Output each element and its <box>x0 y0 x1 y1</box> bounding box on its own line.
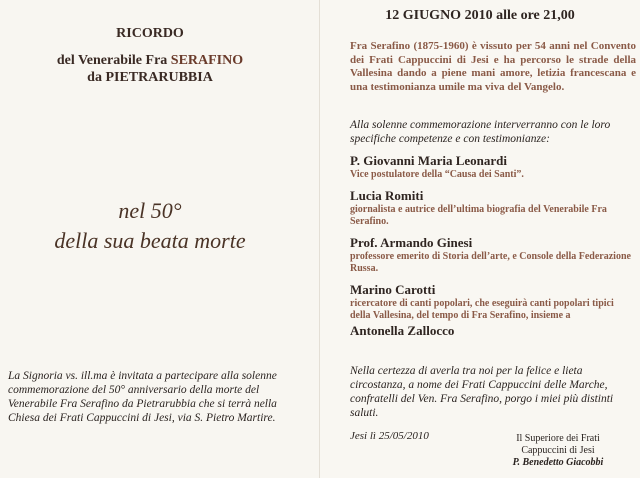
signature-name: P. Benedetto Giacobbi <box>512 457 604 468</box>
speaker-role: Vice postulatore della “Causa dei Santi”. <box>350 169 524 180</box>
speaker-item <box>350 188 636 228</box>
intro-paragraph: Fra Serafino (1875-1960) è vissuto per 54 anni nel Convento dei Frati Cappuccini di Jesi e ha percorso le strade della Vallesina dando a piene mani amore, letizia francescana e una testimonianza umile ma viva del Vangelo. <box>350 40 636 93</box>
speaker-item <box>350 153 636 181</box>
speaker-role: giornalista e autrice dell’ultima biografia del Venerabile Fra Serafino. <box>350 204 607 227</box>
venerabile-prefix: del Venerabile Fra <box>56 53 171 68</box>
venerabile-title <box>0 52 300 86</box>
origin-place: PIETRARUBBIA <box>105 70 213 85</box>
anniversary-title <box>0 196 300 256</box>
speaker-role: ricercatore di canti popolari, che eseguirà canti popolari tipici della Vallesina, del tempo di Fra Serafino, insieme a <box>350 298 614 321</box>
venerabile-line-2 <box>0 69 300 86</box>
heading-ricordo: RICORDO <box>116 26 184 41</box>
right-page <box>320 0 640 478</box>
venerabile-line-1 <box>0 52 300 69</box>
speaker-name: Marino Carotti <box>350 282 436 297</box>
speakers-lead: Alla solenne commemorazione interverranno con le loro specifiche competenze e con testimonianze: <box>350 119 611 145</box>
speaker-name: P. Giovanni Maria Leonardi <box>350 153 507 168</box>
speaker-item <box>350 235 636 275</box>
speaker-name: Prof. Armando Ginesi <box>350 235 473 250</box>
venerabile-name: SERAFINO <box>170 53 244 68</box>
place-date: Jesi lì 25/05/2010 <box>350 430 429 442</box>
speaker-role: professore emerito di Storia dell’arte, e Console della Federazione Russa. <box>350 251 631 274</box>
speakers-list <box>350 153 636 346</box>
anniversary-line-2: della sua beata morte <box>54 228 246 253</box>
origin-prefix: da <box>87 70 106 85</box>
speaker-name: Lucia Romiti <box>350 188 424 203</box>
signature-line-1: Il Superiore dei Frati <box>516 433 600 444</box>
signature-block <box>498 433 618 469</box>
invitation-text: La Signoria vs. ill.ma è invitata a partecipare alla solenne commemorazione del 50° anniversario della morte del Venerabile Fra Serafino da Pietrarubbia che si terrà nella Chiesa dei Frati Cappuccini di Jesi, via S. Pietro Martire. <box>8 370 277 424</box>
anniversary-line-1: nel 50° <box>118 198 182 223</box>
speaker-partner-name: Antonella Zallocco <box>350 323 455 338</box>
speaker-item <box>350 282 636 339</box>
closing-paragraph: Nella certezza di averla tra noi per la felice e lieta circostanza, a nome dei Frati Cappuccini delle Marche, confratelli del Ven. Fra Serafino, porgo i miei più distinti saluti. <box>350 365 614 419</box>
signature-line-2: Cappuccini di Jesi <box>521 445 595 456</box>
event-date: 12 GIUGNO 2010 alle ore 21,00 <box>385 8 575 23</box>
